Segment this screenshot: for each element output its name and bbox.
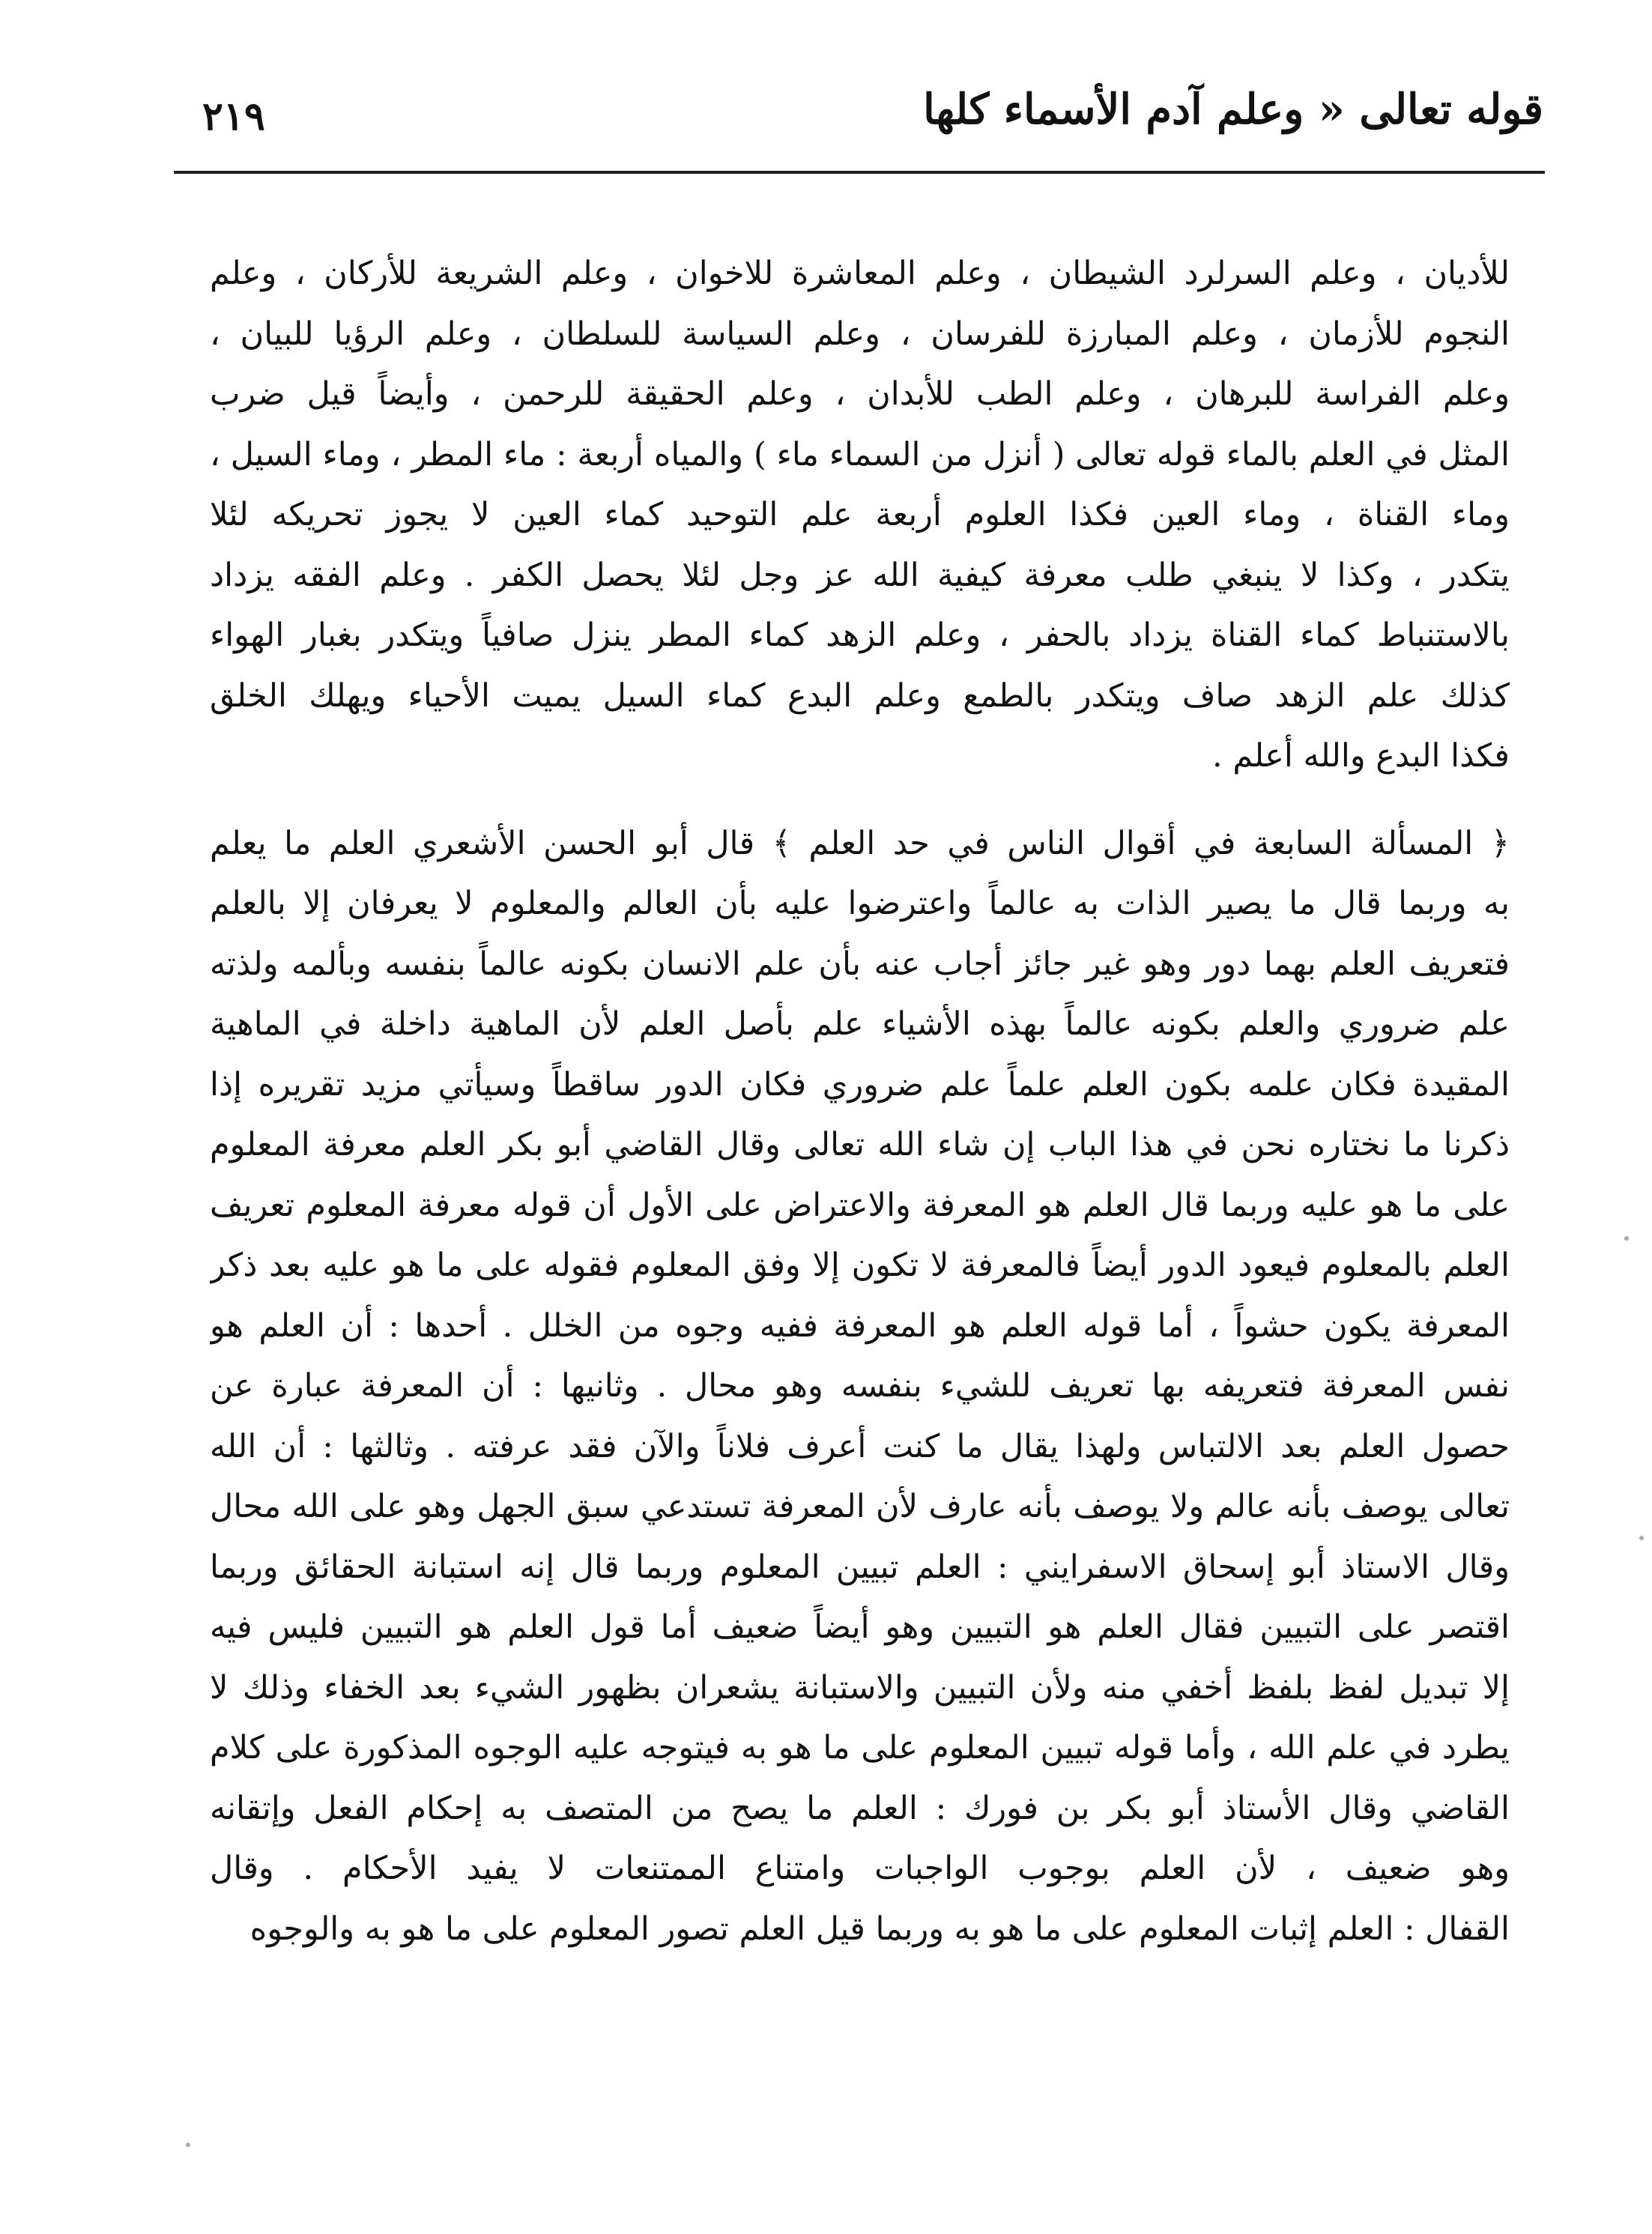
paragraph [210, 814, 1510, 1960]
text-line: وماء القناة ، وماء العين فكذا العلوم أربعة علم التوحيد كماء العين لا يجوز تحريكه لئلا [210, 496, 1510, 533]
text-line: للأديان ، وعلم السرلرد الشيطان ، وعلم المعاشرة للاخوان ، وعلم الشريعة للأركان ، وعلم [210, 255, 1510, 292]
paragraph [210, 243, 1510, 787]
text-line: وهو ضعيف ، لأن العلم بوجوب الواجبات وامتناع الممتنعات لا يفيد الأحكام . وقال [210, 1850, 1510, 1887]
text-line: نفس المعرفة فتعريفه بها تعريف للشيء بنفسه وهو محال . وثانيها : أن المعرفة عبارة عن [210, 1367, 1510, 1405]
scan-speck [1639, 1536, 1644, 1540]
scan-speck [1624, 1236, 1629, 1241]
text-line: اقتصر على التبيين فقال العلم هو التبيين وهو أيضاً ضعيف أما قول العلم هو التبيين فليس فيه [210, 1608, 1510, 1646]
body-text [210, 243, 1510, 1959]
page-number: ٢١٩ [202, 94, 265, 139]
text-line: وعلم الفراسة للبرهان ، وعلم الطب للأبدان ، وعلم الحقيقة للرحمن ، وأيضاً قيل ضرب [210, 375, 1510, 413]
text-line: يتكدر ، وكذا لا ينبغي طلب معرفة كيفية الله عز وجل لئلا يحصل الكفر . وعلم الفقه يزداد [210, 556, 1510, 594]
text-line: يطرد في علم الله ، وأما قوله تبيين المعلوم على ما هو به فيتوجه عليه الوجوه المذكورة على كلام [210, 1729, 1510, 1767]
text-line: فكذا البدع والله أعلم . [1212, 737, 1510, 775]
header-rule [174, 171, 1545, 174]
text-line: به وربما قال ما يصير الذات به عالماً واعترضوا عليه بأن العالم والمعلوم لا يعرفان إلا بالعلم [210, 885, 1510, 922]
text-line: تعالى يوصف بأنه عالم ولا يوصف بأنه عارف لأن المعرفة تستدعي سبق الجهل وهو على الله محال [210, 1488, 1510, 1525]
text-line: النجوم للأزمان ، وعلم المبارزة للفرسان ، وعلم السياسة للسلطان ، وعلم الرؤيا للبيان ، [210, 315, 1510, 353]
text-line: المثل في العلم بالماء قوله تعالى ( أنزل من السماء ماء ) والمياه أربعة : ماء المطر ، وماء السيل ، [210, 435, 1510, 473]
text-line: ذكرنا ما نختاره نحن في هذا الباب إن شاء الله تعالى وقال القاضي أبو بكر العلم معرفة المعلوم [210, 1126, 1510, 1163]
paragraphs [210, 243, 1510, 1959]
text-line: المقيدة فكان علمه بكون العلم علماً علم ضروري فكان الدور ساقطاً وسيأتي مزيد تقريره إذا [210, 1065, 1510, 1104]
page-header [172, 71, 1543, 154]
text-line: القفال : العلم إثبات المعلوم على ما هو به وربما قيل العلم تصور المعلوم على ما هو به والوجوه [249, 1910, 1510, 1948]
text-line: وقال الاستاذ أبو إسحاق الاسفرايني : العلم تبيين المعلوم وربما قال إنه استبانة الحقائق وربما [210, 1548, 1510, 1586]
text-line: حصول العلم بعد الالتباس ولهذا يقال ما كنت أعرف فلاناً والآن فقد عرفته . وثالثها : أن الله [210, 1427, 1510, 1465]
scan-speck [186, 2143, 190, 2147]
text-line: العلم بالمعلوم فيعود الدور أيضاً فالمعرفة لا تكون إلا وفق المعلوم فقوله على ما هو عليه بعد ذكر [210, 1247, 1510, 1284]
text-line: فتعريف العلم بهما دور وهو غير جائز أجاب عنه بأن علم الانسان بكونه عالماً بنفسه وبألمه ولذته [210, 945, 1510, 983]
text-line: المعرفة يكون حشواً ، أما قوله العلم هو المعرفة ففيه وجوه من الخلل . أحدها : أن العلم هو [210, 1307, 1510, 1345]
text-line: بالاستنباط كماء القناة يزداد بالحفر ، وعلم الزهد كماء المطر ينزل صافياً ويتكدر بغبار الهواء [210, 617, 1510, 654]
text-line: على ما هو عليه وربما قال العلم هو المعرفة والاعتراض على الأول أن قوله معرفة المعلوم تعريف [210, 1186, 1510, 1224]
text-line: علم ضروري والعلم بكونه عالماً بهذه الأشياء علم بأصل العلم لأن الماهية داخلة في الماهية [210, 1005, 1510, 1043]
text-line: القاضي وقال الأستاذ أبو بكر بن فورك : العلم ما يصح من المتصف به إحكام الفعل وإتقانه [210, 1789, 1510, 1827]
text-line: ﴿ المسألة السابعة في أقوال الناس في حد العلم ﴾ قال أبو الحسن الأشعري العلم ما يعلم [210, 824, 1510, 862]
text-line: كذلك علم الزهد صاف ويتكدر بالطمع وعلم البدع كماء السيل يميت الأحياء ويهلك الخلق [210, 676, 1510, 715]
running-title: قوله تعالى « وعلم آدم الأسماء كلها [923, 85, 1543, 134]
paragraph-gap [210, 787, 1510, 814]
text-line: إلا تبديل لفظ بلفظ أخفي منه ولأن التبيين والاستبانة يشعران بظهور الشيء بعد الخفاء وذلك لا [210, 1668, 1510, 1707]
